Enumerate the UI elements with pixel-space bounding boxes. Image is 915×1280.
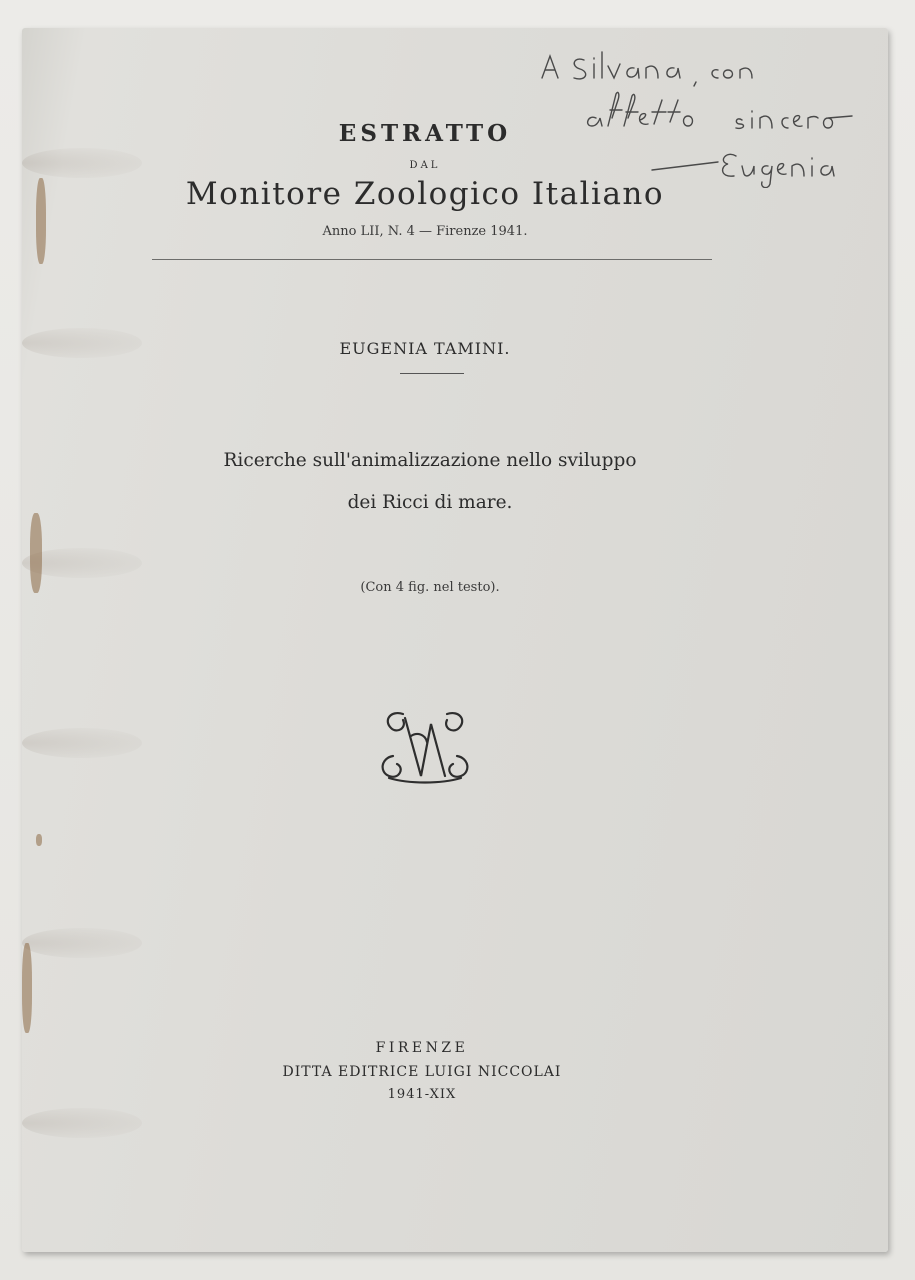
rust-stain	[22, 943, 32, 1033]
dal-label: DAL	[409, 160, 441, 171]
author-rule	[400, 373, 464, 374]
article-title-line2: dei Ricci di mare.	[347, 492, 513, 513]
figures-note: (Con 4 fig. nel testo).	[360, 580, 500, 595]
handwritten-dedication	[522, 38, 882, 188]
author-name: EUGENIA TAMINI.	[339, 339, 511, 358]
journal-title: Monitore Zoologico Italiano	[185, 176, 665, 212]
paper-wave	[22, 728, 142, 758]
paper-wave	[22, 928, 142, 958]
imprint-year: 1941-XIX	[387, 1087, 457, 1102]
paper-wave	[22, 1108, 142, 1138]
rust-stain	[36, 834, 42, 846]
pamphlet-cover	[22, 28, 888, 1252]
publisher-monogram-icon	[375, 706, 475, 788]
estratto-heading: ESTRATTO	[338, 120, 512, 147]
imprint-publisher: DITTA EDITRICE LUIGI NICCOLAI	[282, 1064, 562, 1080]
article-title-line1: Ricerche sull'animalizzazione nello sviluppo	[223, 450, 637, 471]
imprint-city: FIRENZE	[375, 1040, 469, 1056]
issue-line: Anno LII, N. 4 — Firenze 1941.	[322, 224, 528, 239]
header-rule	[152, 259, 712, 260]
